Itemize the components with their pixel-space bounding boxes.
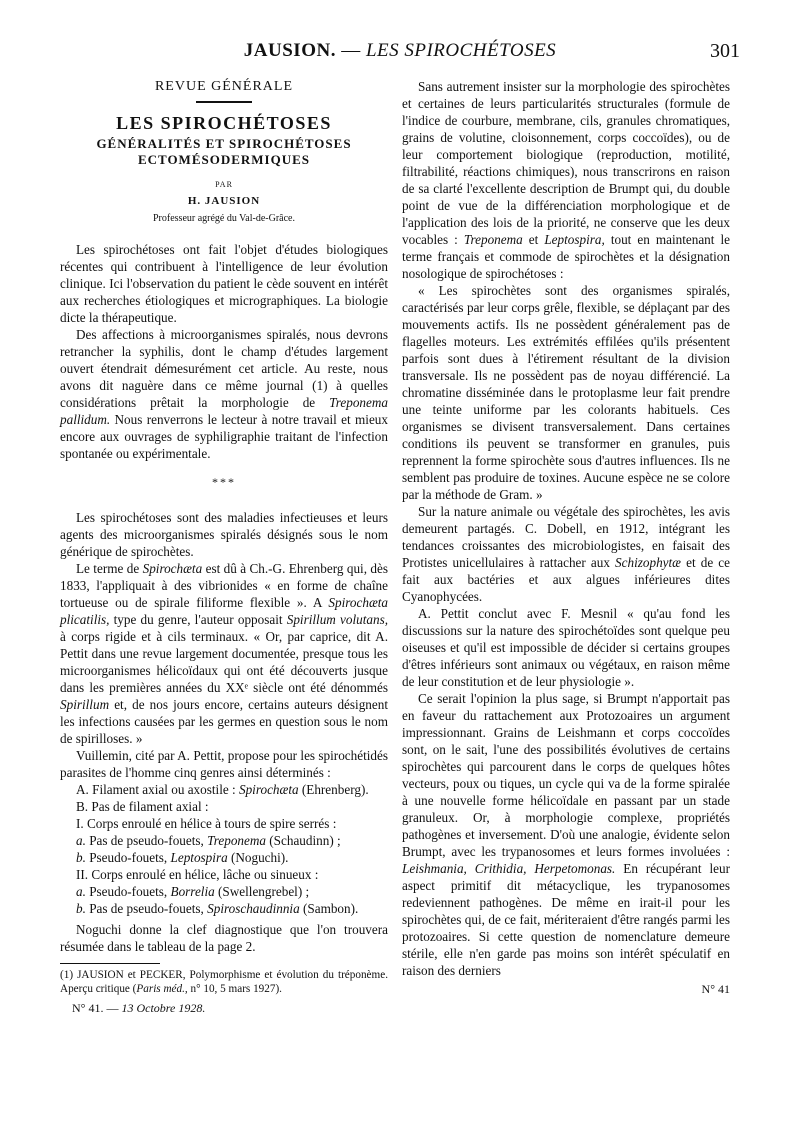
issue-footer-number: N° 41 xyxy=(701,982,730,996)
issue-number: N° 41. xyxy=(72,1001,104,1015)
running-title xyxy=(60,40,740,62)
footnote: (1) JAUSION et PECKER, Polymorphisme et évolution du tréponème. Aperçu critique (Paris méd., n° 10, 5 mars 1927). xyxy=(60,963,388,996)
paragraph: A. Pettit conclut avec F. Mesnil « qu'au fond les discussions sur la nature des spirochétoïdes sont quelque peu oiseuses et qu'il est impossible de décider si certains groupes d'êtres inférieurs sont animaux ou végétaux, en raison même de leur constitution et de leur physiologie ». xyxy=(402,606,730,689)
paragraph: Les spirochétoses ont fait l'objet d'études biologiques récentes qui contribuent à l'intelligence de leur évolution clinique. Ici l'observation du patient le cède souvent en intérêt aux recherches étiologiques et micrographiques. La biologie dicte la thérapeutique. xyxy=(60,242,388,325)
paragraph: Des affections à microorganismes spiralés, nous devrons retrancher la syphilis, dont le champ d'études largement ouvert étendrait démesurément cet article. Au reste, nous avons dit naguère dans ce même journal (1) à quelles considérations prêtait la morphologie de Treponema pallidum. Nous renverrons le lecteur à notre travail et mieux encore aux ouvrages de syphiligraphie traitant de l'infection spontanée ou expérimentale. xyxy=(60,327,388,461)
list-item: a. Pas de pseudo-fouets, Treponema (Schaudinn) ; xyxy=(76,833,341,848)
running-header xyxy=(60,40,740,66)
genus-classification-list xyxy=(60,781,388,917)
list-item: II. Corps enroulé en hélice, lâche ou sinueux : xyxy=(76,867,319,882)
paragraph: Noguchi donne la clef diagnostique que l'on trouvera résumée dans le tableau de la page 2. xyxy=(60,922,388,954)
quotation-paragraph: « Les spirochètes sont des organismes spiralés, caractérisés par leur corps grêle, flexible, se déplaçant par des mouvements actifs. Ils ne possèdent généralement pas de flagelles moteurs. Les extrémités effilées qu'ils présentent parfois sont dues à l'étirement résultant de la division transversale. Ils ne possèdent pas de noyau différencié. La chromatine disséminée dans le protoplasme leur fait prendre une teinte uniforme par les colorants habituels. Ces organismes se divisent transversalement. Dans certaines conditions ils peuvent se transformer en granules, puis reprennent la forme spirochète sous d'autres influences. Ils ne semblent pas produire de toxines. Aucune espèce ne se colore par la méthode de Gram. » xyxy=(402,283,730,502)
left-column xyxy=(60,78,388,1017)
paragraph: Sur la nature animale ou végétale des spirochètes, les avis demeurent partagés. C. Dobell, en 1912, intégrant les tendances croissantes des microbiologistes, en faisait des Protistes unicellulaires à rattacher aux Schizophytæ et de ce fait aux bactéries et aux algues inférieures dites Cyanophycées. xyxy=(402,504,730,604)
running-title-author: JAUSION. xyxy=(243,40,336,61)
paragraph: Les spirochétoses sont des maladies infectieuses et leurs agents des microorganismes spiralés désignés sous le nom générique de spirochètes. xyxy=(60,510,388,559)
right-column xyxy=(402,78,730,998)
paragraph: Ce serait l'opinion la plus sage, si Brumpt n'apportait pas en faveur du rattachement aux Protozoaires un argument impressionnant. Grains de Leishmann et corps coccoïdes sont, on le sait, l'une des possibilités évolutives de certains spirochètes qui parcourent dans le corps de quelques hôtes vecteurs, poux ou tiques, un cycle qui va de la forme spiralée à une nouvelle forme hélicoïdale en passant par un stade granuleux. Or, à morphologie complexe, propriétés pathogènes et inversement. D'où une analogie, évidente selon Brumpt, avec les trypanosomes et leurs formes involuées : Leishmania, Crithidia, Herpetomonas. En récupérant leur aspect primitif dit métacyclique, les trypanosomes redeviennent pathogènes. De même en irait-il pour les spirochètes qui, de ce fait, mériteraient d'être rangés parmi les protozoaires. Si cette question de nomenclature demeure stérile, elle n'en garde pas moins son intérêt spéculatif en raison des derniers xyxy=(402,691,731,978)
byline-by: PAR xyxy=(215,180,233,189)
article-subtitle: GÉNÉRALITÉS ET SPIROCHÉTOSES ECTOMÉSODERMIQUES xyxy=(96,136,352,167)
paragraph: Sans autrement insister sur la morphologie des spirochètes et certaines de leurs particularités structurales (formule de l'indice de courbure, membrane, cils, granules chromatiques, grains de volutine, cloisonnement, corps coccoïdes), ou de leur comportement biologique (reproduction, motilité, filtrabilité, réactions chimiques), nous transcrirons en raison de sa clarté l'excellente description de Brumpt qui, du double point de vue de la différenciation morphologique et de l'application des lois de la priorité, ne conserve que les deux vocables : Treponema et Leptospira, tout en maintenant le terme français et commode de spirochètes et la désignation nosologique de spirochétoses : xyxy=(402,79,730,281)
asterism-separator: *** xyxy=(212,475,236,489)
paragraph: Le terme de Spirochæta est dû à Ch.-G. Ehrenberg qui, dès 1833, l'appliquait à des vibrionides « en forme de chaîne tortueuse ou de spirale filiforme flexible ». A Spirochæta plicatilis, type du genre, l'auteur opposait Spirillum volutans, à corps rigide et à cils terminaux. « Or, par caprice, dit A. Pettit dans une revue largement documentée, presque tous les microorganismes hélicoïdaux qui ont été découverts jusque dans les premières années du XXᵉ siècle ont été dénommés Spirillum et, de nos jours encore, certains auteurs désignent les infections causées par les germes en question sous le nom de spirilloses. » xyxy=(60,561,388,746)
issue-line: N° 41. — 13 Octobre 1928. xyxy=(72,1001,206,1015)
list-item: b. Pseudo-fouets, Leptospira (Noguchi). xyxy=(76,850,289,865)
byline-author: H. JAUSION xyxy=(187,195,261,207)
list-item: I. Corps enroulé en hélice à tours de spire serrés : xyxy=(76,816,337,831)
paragraph: Vuillemin, cité par A. Pettit, propose pour les spirochétidés parasites de l'homme cinq genres ainsi déterminés : xyxy=(60,748,388,780)
rubric-rule xyxy=(196,101,252,103)
list-item: a. Pseudo-fouets, Borrelia (Swellengrebel) ; xyxy=(76,884,310,899)
page-number: 301 xyxy=(710,40,740,62)
list-item: b. Pas de pseudo-fouets, Spiroschaudinnia (Sambon). xyxy=(76,901,359,916)
list-item: B. Pas de filament axial : xyxy=(76,799,209,814)
byline-affiliation: Professeur agrégé du Val-de-Grâce. xyxy=(153,213,295,224)
list-item: A. Filament axial ou axostile : Spirochæta (Ehrenberg). xyxy=(76,782,369,797)
issue-date: 13 Octobre 1928. xyxy=(121,1001,206,1015)
running-title-topic: LES SPIROCHÉTOSES xyxy=(365,40,557,61)
footnote-rule xyxy=(60,963,160,964)
article-title: LES SPIROCHÉTOSES xyxy=(116,113,332,133)
section-rubric: REVUE GÉNÉRALE xyxy=(154,79,294,94)
article-heading xyxy=(60,78,388,227)
running-title-separator: — xyxy=(341,40,361,61)
